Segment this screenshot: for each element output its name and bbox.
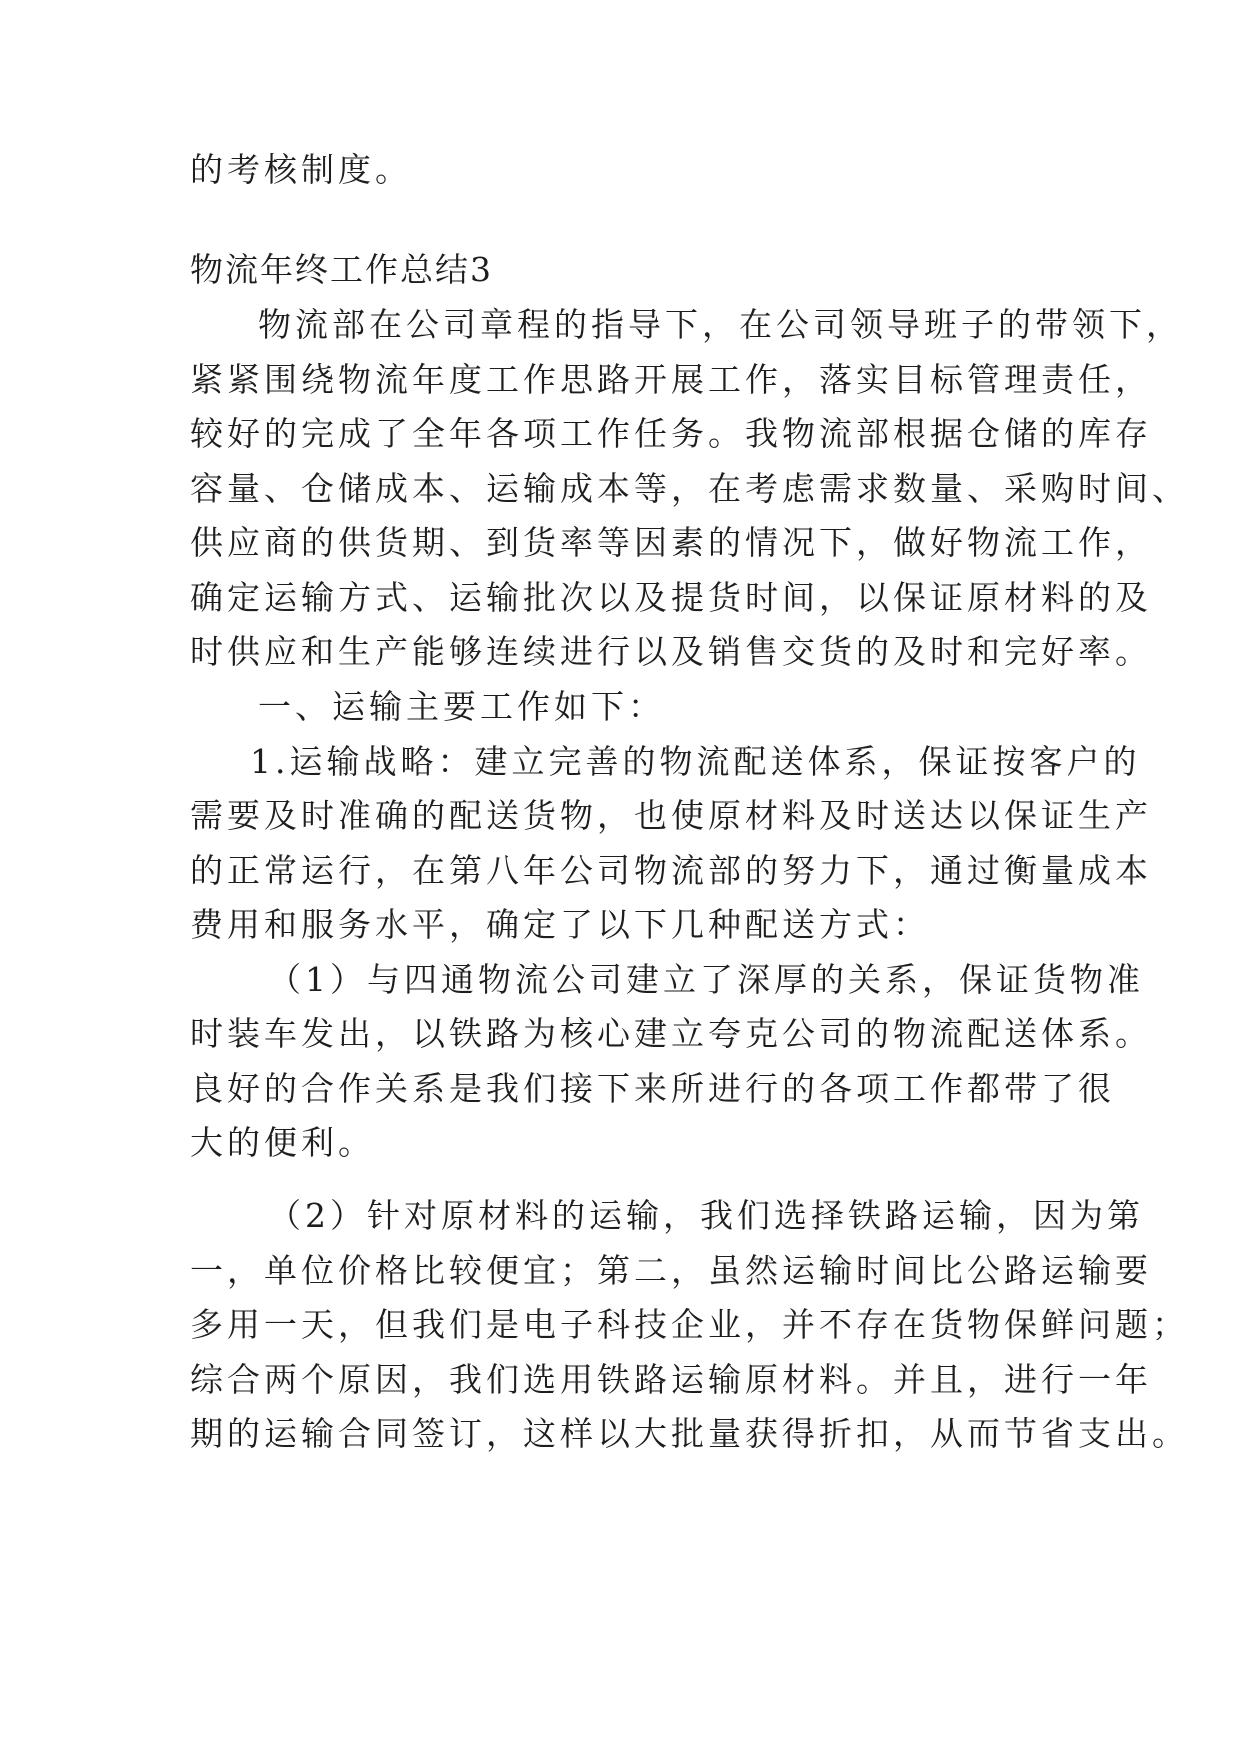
text-line: 的正常运行，在第八年公司物流部的努力下，通过衡量成本 <box>190 851 1152 890</box>
text-line: （1）与四通物流公司建立了深厚的关系，保证货物准 <box>268 960 1144 999</box>
text-line: 良好的合作关系是我们接下来所进行的各项工作都带了很 <box>190 1069 1115 1108</box>
text-line: 确定运输方式、运输批次以及提货时间，以保证原材料的及 <box>190 578 1152 617</box>
text-line: 时供应和生产能够连续进行以及销售交货的及时和完好率。 <box>190 632 1152 671</box>
text-line: 紧紧围绕物流年度工作思路开展工作，落实目标管理责任， <box>190 360 1152 399</box>
text-line: 综合两个原因，我们选用铁路运输原材料。并且，进行一年 <box>190 1360 1152 1399</box>
subsection-heading: 一、运输主要工作如下： <box>258 687 665 726</box>
text-line: 费用和服务水平，确定了以下几种配送方式： <box>190 905 930 944</box>
text-line: 需要及时准确的配送货物，也使原材料及时送达以保证生产 <box>190 796 1152 835</box>
text-line: 较好的完成了全年各项工作任务。我物流部根据仓储的库存 <box>190 414 1152 453</box>
text-line: 多用一天，但我们是电子科技企业，并不存在货物保鲜问题； <box>190 1305 1189 1344</box>
text-line: 大的便利。 <box>190 1123 375 1162</box>
text-line: 物流部在公司章程的指导下，在公司领导班子的带领下， <box>258 305 1183 344</box>
text-line: （2）针对原材料的运输，我们选择铁路运输，因为第 <box>268 1196 1144 1235</box>
text-line: 时装车发出，以铁路为核心建立夸克公司的物流配送体系。 <box>190 1014 1152 1053</box>
text-line: 供应商的供货期、到货率等因素的情况下，做好物流工作， <box>190 523 1152 562</box>
text-line: 容量、仓储成本、运输成本等，在考虑需求数量、采购时间、 <box>190 469 1189 508</box>
text-line: 一，单位价格比较便宜；第二，虽然运输时间比公路运输要 <box>190 1251 1152 1290</box>
text-line: 的考核制度。 <box>190 150 412 189</box>
section-title: 物流年终工作总结3 <box>190 250 493 289</box>
text-line: 期的运输合同签订，这样以大批量获得折扣，从而节省支出。 <box>190 1414 1189 1453</box>
text-line: 1.运输战略：建立完善的物流配送体系，保证按客户的 <box>250 742 1141 781</box>
